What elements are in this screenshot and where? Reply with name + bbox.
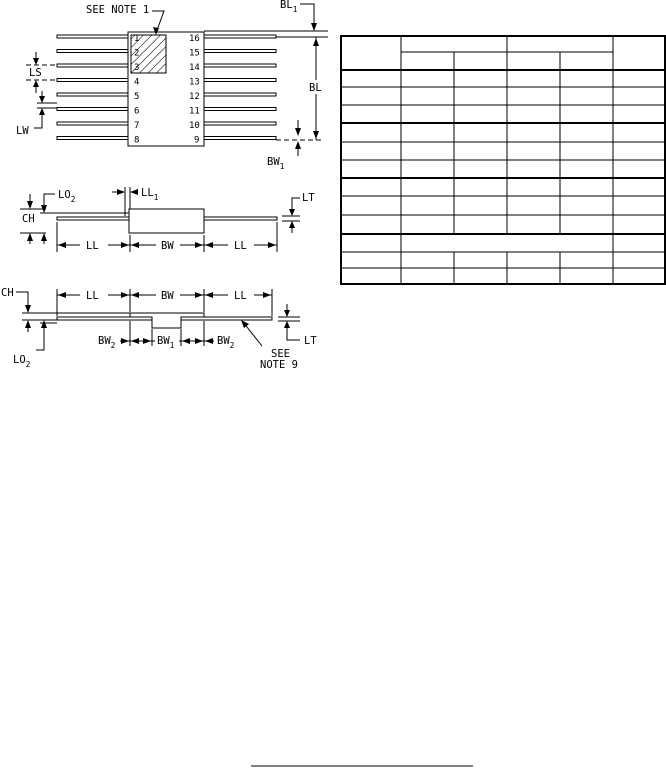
see-note-9-line1: SEE	[271, 348, 290, 360]
bw1-bot-label: $BW_1$	[157, 335, 175, 350]
pin-number: 7	[134, 121, 140, 131]
bw1-side-label: $BW_1$	[267, 156, 285, 171]
bw-mid-label: BW	[161, 240, 174, 252]
pin-number: 11	[189, 106, 200, 117]
pin-number: 5	[134, 92, 140, 102]
pin-number: 3	[134, 63, 140, 73]
bw2-right-label: $BW_2$	[217, 335, 235, 350]
pin-number: 16	[189, 34, 200, 44]
leads-left	[57, 35, 128, 140]
pin-number: 9	[194, 135, 200, 146]
side-view-top	[20, 187, 315, 252]
pin-number: 14	[189, 63, 200, 73]
lo2-mid-label: $LO_2$	[58, 189, 76, 204]
see-note-9-line2: NOTE 9	[260, 359, 298, 371]
pin-number: 8	[134, 135, 140, 146]
side-body	[129, 209, 204, 233]
lt-bot-label: LT	[304, 335, 317, 347]
ll-bot-right-label: LL	[234, 290, 247, 302]
bw-bot-label: BW	[161, 290, 174, 302]
bl-label: BL	[309, 82, 322, 94]
ls-label: LS	[29, 67, 42, 79]
pin-number: 4	[134, 77, 140, 88]
pin-number: 1	[134, 34, 140, 44]
ll-mid-left-label: LL	[86, 240, 99, 252]
pin-number: 6	[134, 106, 140, 117]
ll1-label: $LL_1$	[141, 187, 159, 202]
lo2-bot-label: $LO_2$	[13, 354, 31, 369]
pin-number: 10	[189, 121, 200, 131]
dimension-table	[341, 36, 665, 284]
lw-label: LW	[16, 125, 29, 137]
ch-bot-label: CH	[1, 287, 14, 299]
ll-mid-right-label: LL	[234, 240, 247, 252]
pin-numbers-right	[189, 34, 200, 146]
lt-mid-label: LT	[302, 192, 315, 204]
pin-number: 15	[189, 48, 200, 59]
pin-number: 13	[189, 77, 200, 88]
pin-number: 2	[134, 48, 140, 59]
see-note-1-label: SEE NOTE 1	[86, 4, 150, 16]
ch-mid-label: CH	[22, 213, 35, 225]
pin-numbers-left	[134, 34, 139, 146]
top-view	[16, 0, 328, 171]
ll-bot-left-label: LL	[86, 290, 99, 302]
bl1-label: $BL_1$	[280, 0, 298, 14]
pin-number: 12	[189, 92, 200, 102]
leads-right	[204, 35, 276, 140]
side-view-bottom	[1, 287, 317, 371]
bw2-left-label: $BW_2$	[98, 335, 116, 350]
